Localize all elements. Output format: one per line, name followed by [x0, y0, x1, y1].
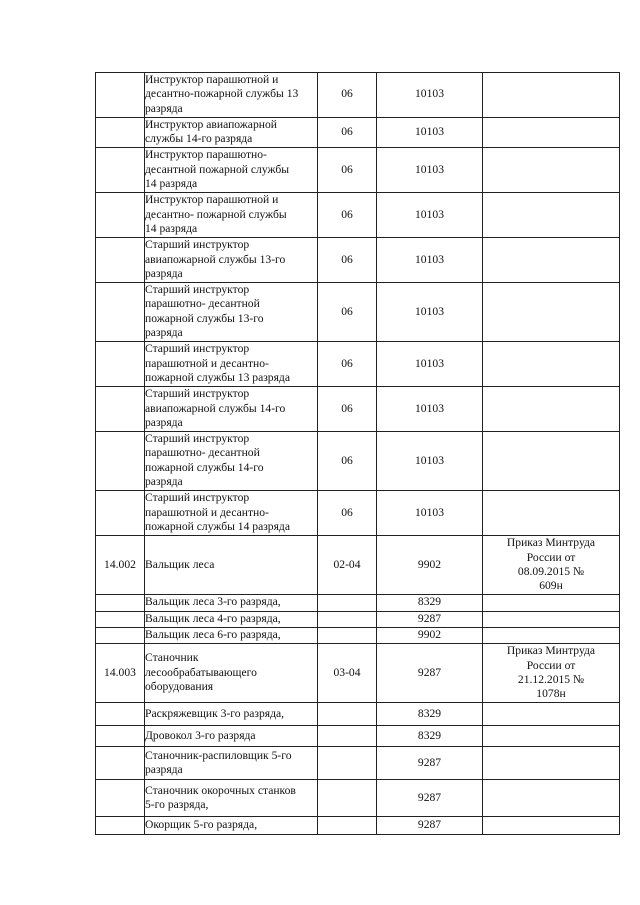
row-number-text: 14.003: [104, 665, 136, 679]
row-number-cell: [96, 747, 145, 780]
row-number-cell: [96, 117, 145, 148]
standard-order-cell: [483, 644, 620, 703]
profession-table: [95, 72, 620, 835]
profession-name-cell: [145, 817, 318, 835]
table-row: [96, 148, 620, 193]
okpdtr-code-text: 9287: [417, 818, 442, 832]
row-number-cell: [96, 342, 145, 387]
row-number-cell: [96, 627, 145, 643]
row-number-cell: [96, 73, 145, 118]
group-code-cell: [318, 817, 377, 835]
row-number-cell: [96, 283, 145, 342]
profession-name-text: Вальщик леса 3-го разряда,: [145, 595, 281, 609]
okpdtr-code-cell: [377, 536, 483, 595]
standard-order-cell: [483, 780, 620, 817]
row-number-cell: [96, 536, 145, 595]
profession-name-text: Вальщик леса 4-го разряда,: [145, 611, 281, 625]
profession-name-cell: [145, 491, 318, 536]
profession-name-cell: [145, 342, 318, 387]
standard-order-cell: [483, 703, 620, 726]
standard-order-cell: [483, 536, 620, 595]
standard-order-cell: [483, 387, 620, 432]
profession-name-cell: [145, 148, 318, 193]
group-code-text: 06: [341, 304, 353, 318]
group-code-cell: [318, 238, 377, 283]
group-code-cell: [318, 644, 377, 703]
table-row: [96, 611, 620, 627]
okpdtr-code-text: 10103: [415, 505, 444, 519]
table-row: [96, 73, 620, 118]
group-code-cell: [318, 536, 377, 595]
okpdtr-code-text: 10103: [415, 356, 444, 370]
profession-name-text: Старший инструктор парашютно- десантной пожарной службы 14-го разряда: [145, 432, 264, 489]
group-code-text: 06: [341, 207, 353, 221]
okpdtr-code-text: 10103: [415, 162, 444, 176]
profession-name-text: Инструктор авиапожарной службы 14-го разряда: [145, 117, 277, 146]
okpdtr-code-text: 10103: [415, 453, 444, 467]
standard-order-cell: [483, 283, 620, 342]
profession-name-text: Вальщик леса: [145, 557, 215, 571]
table-row: [96, 432, 620, 491]
profession-name-cell: [145, 536, 318, 595]
group-code-cell: [318, 747, 377, 780]
row-number-cell: [96, 432, 145, 491]
okpdtr-code-cell: [377, 780, 483, 817]
okpdtr-code-cell: [377, 342, 483, 387]
group-code-cell: [318, 283, 377, 342]
standard-order-cell: [483, 627, 620, 643]
okpdtr-code-text: 9287: [417, 665, 442, 679]
profession-name-cell: [145, 627, 318, 643]
profession-name-text: Старший инструктор авиапожарной службы 14-го разряда: [145, 387, 286, 429]
standard-order-cell: [483, 342, 620, 387]
profession-name-cell: [145, 432, 318, 491]
group-code-text: 06: [341, 505, 353, 519]
profession-name-cell: [145, 644, 318, 703]
profession-name-text: Вальщик леса 6-го разряда,: [145, 627, 281, 641]
standard-order-text: Приказ Минтруда России от 08.09.2015 № 609н: [506, 536, 596, 593]
profession-name-cell: [145, 780, 318, 817]
profession-name-text: Станочник лесообрабатывающего оборудования: [145, 651, 257, 694]
group-code-cell: [318, 432, 377, 491]
profession-name-cell: [145, 726, 318, 747]
profession-name-cell: [145, 117, 318, 148]
profession-name-cell: [145, 283, 318, 342]
row-number-cell: [96, 193, 145, 238]
okpdtr-code-cell: [377, 432, 483, 491]
profession-name-cell: [145, 238, 318, 283]
table-row: [96, 117, 620, 148]
group-code-cell: [318, 491, 377, 536]
table-row: [96, 193, 620, 238]
group-code-cell: [318, 193, 377, 238]
okpdtr-code-cell: [377, 703, 483, 726]
group-code-text: 03-04: [333, 665, 361, 679]
row-number-cell: [96, 780, 145, 817]
group-code-cell: [318, 627, 377, 643]
profession-name-text: Инструктор парашютной и десантно- пожарной службы 14 разряда: [145, 193, 287, 235]
group-code-text: 06: [341, 453, 353, 467]
okpdtr-code-text: 9287: [417, 755, 442, 769]
okpdtr-code-text: 8329: [417, 595, 442, 609]
group-code-text: 06: [341, 125, 353, 139]
group-code-cell: [318, 117, 377, 148]
profession-name-text: Окорщик 5-го разряда,: [145, 818, 258, 832]
profession-name-cell: [145, 611, 318, 627]
group-code-cell: [318, 611, 377, 627]
standard-order-cell: [483, 817, 620, 835]
standard-order-cell: [483, 117, 620, 148]
table-row: [96, 283, 620, 342]
group-code-text: 02-04: [333, 557, 361, 571]
group-code-cell: [318, 780, 377, 817]
group-code-text: 06: [341, 252, 353, 266]
row-number-cell: [96, 148, 145, 193]
okpdtr-code-cell: [377, 73, 483, 118]
okpdtr-code-text: 10103: [415, 252, 444, 266]
group-code-cell: [318, 387, 377, 432]
standard-order-cell: [483, 611, 620, 627]
profession-name-cell: [145, 73, 318, 118]
profession-name-text: Станочник-распиловщик 5-го разряда: [145, 748, 292, 776]
table-row: [96, 627, 620, 643]
okpdtr-code-cell: [377, 148, 483, 193]
standard-order-cell: [483, 432, 620, 491]
row-number-cell: [96, 595, 145, 611]
okpdtr-code-cell: [377, 193, 483, 238]
table-row: [96, 703, 620, 726]
okpdtr-code-cell: [377, 283, 483, 342]
row-number-cell: [96, 387, 145, 432]
group-code-cell: [318, 148, 377, 193]
group-code-text: 06: [341, 356, 353, 370]
table-row: [96, 387, 620, 432]
okpdtr-code-cell: [377, 747, 483, 780]
okpdtr-code-text: 10103: [415, 87, 444, 101]
row-number-cell: [96, 703, 145, 726]
profession-name-text: Старший инструктор парашютной и десантно- пожарной службы 14 разряда: [145, 491, 290, 533]
table-row: [96, 644, 620, 703]
profession-name-text: Раскряжевщик 3-го разряда,: [145, 706, 285, 720]
group-code-cell: [318, 726, 377, 747]
okpdtr-code-text: 10103: [415, 304, 444, 318]
okpdtr-code-text: 10103: [415, 125, 444, 139]
table-row: [96, 817, 620, 835]
okpdtr-code-cell: [377, 117, 483, 148]
standard-order-cell: [483, 595, 620, 611]
okpdtr-code-text: 8329: [417, 706, 442, 720]
okpdtr-code-text: 10103: [415, 207, 444, 221]
profession-name-text: Старший инструктор парашютной и десантно- пожарной службы 13 разряда: [145, 342, 290, 384]
profession-name-cell: [145, 703, 318, 726]
okpdtr-code-cell: [377, 627, 483, 643]
group-code-cell: [318, 703, 377, 726]
profession-name-cell: [145, 747, 318, 780]
table-row: [96, 595, 620, 611]
standard-order-cell: [483, 726, 620, 747]
table-row: [96, 238, 620, 283]
profession-name-text: Старший инструктор парашютно- десантной пожарной службы 13-го разряда: [145, 283, 264, 340]
table-row: [96, 536, 620, 595]
okpdtr-code-cell: [377, 387, 483, 432]
profession-name-text: Дровокол 3-го разряда: [145, 728, 256, 742]
row-number-cell: [96, 611, 145, 627]
row-number-cell: [96, 644, 145, 703]
row-number-cell: [96, 491, 145, 536]
row-number-cell: [96, 817, 145, 835]
profession-name-text: Старший инструктор авиапожарной службы 13-го разряда: [145, 238, 286, 280]
okpdtr-code-cell: [377, 595, 483, 611]
standard-order-text: Приказ Минтруда России от 21.12.2015 № 1078н: [506, 644, 596, 701]
okpdtr-code-text: 9287: [417, 611, 442, 625]
row-number-cell: [96, 238, 145, 283]
okpdtr-code-text: 8329: [417, 728, 442, 742]
okpdtr-code-text: 9902: [417, 557, 442, 571]
table-row: [96, 726, 620, 747]
table-row: [96, 491, 620, 536]
okpdtr-code-cell: [377, 491, 483, 536]
okpdtr-code-text: 10103: [415, 401, 444, 415]
okpdtr-code-text: 9287: [417, 790, 442, 804]
okpdtr-code-cell: [377, 611, 483, 627]
profession-table-body: [96, 73, 620, 835]
table-row: [96, 342, 620, 387]
profession-name-text: Инструктор парашютно- десантной пожарной службы 14 разряда: [145, 148, 290, 191]
group-code-text: 06: [341, 162, 353, 176]
okpdtr-code-cell: [377, 726, 483, 747]
group-code-text: 06: [341, 401, 353, 415]
profession-name-text: Инструктор парашютной и десантно-пожарной службы 13 разряда: [145, 73, 299, 115]
standard-order-cell: [483, 73, 620, 118]
group-code-cell: [318, 73, 377, 118]
standard-order-cell: [483, 491, 620, 536]
group-code-cell: [318, 595, 377, 611]
standard-order-cell: [483, 238, 620, 283]
profession-name-cell: [145, 387, 318, 432]
group-code-text: 06: [341, 87, 353, 101]
row-number-text: 14.002: [104, 557, 136, 571]
okpdtr-code-text: 9902: [417, 627, 442, 641]
profession-name-cell: [145, 193, 318, 238]
okpdtr-code-cell: [377, 644, 483, 703]
standard-order-cell: [483, 193, 620, 238]
okpdtr-code-cell: [377, 238, 483, 283]
profession-name-text: Станочник окорочных станков 5-го разряда,: [145, 783, 296, 811]
table-row: [96, 747, 620, 780]
profession-name-cell: [145, 595, 318, 611]
standard-order-cell: [483, 747, 620, 780]
group-code-cell: [318, 342, 377, 387]
standard-order-cell: [483, 148, 620, 193]
row-number-cell: [96, 726, 145, 747]
table-row: [96, 780, 620, 817]
okpdtr-code-cell: [377, 817, 483, 835]
